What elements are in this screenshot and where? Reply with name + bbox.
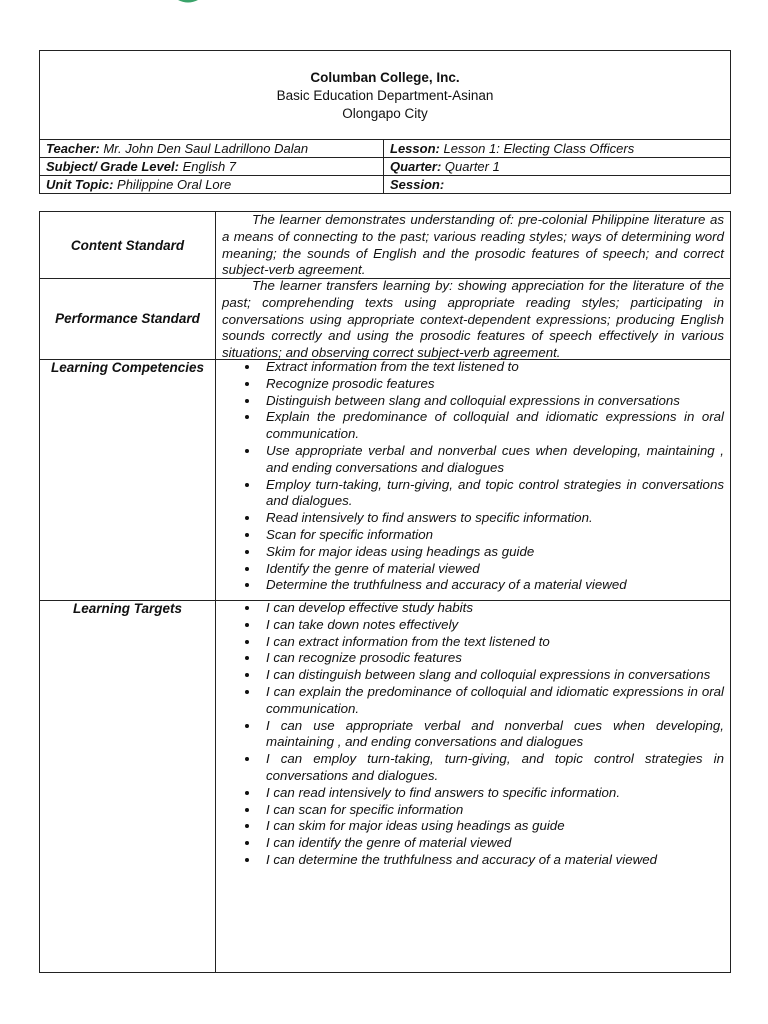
info-row	[40, 176, 731, 194]
lesson-info-table	[39, 139, 731, 194]
target-list-item: • I can read intensively to find answers to specific information.	[260, 785, 724, 802]
learning-targets-row	[40, 600, 730, 972]
content-standard-label-text: Content Standard	[70, 237, 185, 253]
lesson-value: Lesson 1: Electing Class Officers	[443, 140, 635, 156]
lesson-cell	[384, 140, 731, 158]
learning-competencies-label-text: Learning Competencies	[50, 360, 205, 375]
department-name: Basic Education Department-Asinan	[276, 88, 494, 103]
target-list-item: • I can extract information from the text listened to	[260, 634, 724, 651]
competency-list-item: • Scan for specific information	[260, 527, 724, 544]
learning-competencies-row	[40, 359, 730, 601]
target-list-item: • I can explain the predominance of colloquial and idiomatic expressions in oral communication.	[260, 684, 724, 718]
target-list-item: • I can develop effective study habits	[260, 600, 724, 617]
target-list-item: • I can recognize prosodic features	[260, 650, 724, 667]
session-cell	[384, 176, 731, 194]
info-row	[40, 140, 731, 158]
unit-topic-value: Philippine Oral Lore	[117, 176, 232, 192]
target-list-item: • I can distinguish between slang and colloquial expressions in conversations	[260, 667, 724, 684]
teacher-value: Mr. John Den Saul Ladrillono Dalan	[103, 140, 309, 156]
quarter-cell	[384, 158, 731, 176]
competency-list-item: • Skim for major ideas using headings as guide	[260, 544, 724, 561]
learning-targets-label-text: Learning Targets	[72, 601, 183, 616]
unit-topic-label: Unit Topic:	[46, 176, 114, 192]
performance-standard-text: The learner transfers learning by: showing appreciation for the literature of the past; comprehending texts using appropriate reading styles; participating in conversations using appropriate context-dependent expressions; producing English sounds correctly and using the prosodic features of speech effectively in various situations; and observing correct subject-verb agreement.	[222, 278, 724, 361]
target-list-item: • I can identify the genre of material viewed	[260, 835, 724, 852]
subject-value: English 7	[182, 158, 237, 174]
quarter-label: Quarter:	[390, 158, 442, 174]
subject-label: Subject/ Grade Level:	[46, 158, 179, 174]
target-list-item: • I can skim for major ideas using headings as guide	[260, 818, 724, 835]
header-box	[39, 50, 731, 194]
standards-table	[39, 211, 731, 973]
learning-targets-label	[40, 600, 216, 972]
competency-list	[215, 359, 724, 594]
target-list-item: • I can use appropriate verbal and nonverbal cues when developing, maintaining , and ending conversations and dialogues	[260, 718, 724, 752]
competency-list-item: • Determine the truthfulness and accuracy of a material viewed	[260, 577, 724, 594]
competency-list-item: • Recognize prosodic features	[260, 376, 724, 393]
session-label: Session:	[390, 176, 445, 192]
info-row	[40, 158, 731, 176]
competency-list-item: • Read intensively to find answers to specific information.	[260, 510, 724, 527]
competency-list-item: • Identify the genre of material viewed	[260, 561, 724, 578]
competency-list-item: • Employ turn-taking, turn-giving, and topic control strategies in conversations and dialogues.	[260, 477, 724, 511]
college-logo-fragment	[170, 0, 206, 6]
teacher-label: Teacher:	[46, 140, 100, 156]
performance-standard-label-text: Performance Standard	[55, 311, 200, 326]
target-list-item: • I can take down notes effectively	[260, 617, 724, 634]
unit-topic-cell	[40, 176, 384, 194]
content-standard-row	[40, 212, 730, 279]
target-list	[215, 600, 724, 869]
subject-cell	[40, 158, 384, 176]
lesson-label: Lesson:	[390, 140, 440, 156]
content-standard-text: The learner demonstrates understanding of: pre-colonial Philippine literature as a means of connecting to the past; various reading styles; ways of determining word meaning; the sounds of English and the prosodic features of speech; and correct subject-verb agreement.	[222, 212, 724, 278]
learning-targets-content	[215, 600, 724, 869]
learning-competencies-label	[40, 359, 216, 600]
learning-competencies-content	[215, 359, 724, 594]
city-name: Olongapo City	[342, 106, 428, 121]
performance-standard-row	[40, 278, 730, 360]
school-name: Columban College, Inc.	[310, 70, 460, 85]
target-list-item: • I can scan for specific information	[260, 802, 724, 819]
competency-list-item: • Distinguish between slang and colloquial expressions in conversations	[260, 393, 724, 410]
quarter-value: Quarter 1	[444, 158, 500, 174]
target-list-item: • I can determine the truthfulness and accuracy of a material viewed	[260, 852, 724, 869]
content-standard-label	[40, 212, 216, 278]
competency-list-item: • Extract information from the text listened to	[260, 359, 724, 376]
competency-list-item: • Use appropriate verbal and nonverbal cues when developing, maintaining , and ending conversations and dialogues	[260, 443, 724, 477]
teacher-cell	[40, 140, 384, 158]
performance-standard-label	[40, 278, 216, 359]
target-list-item: • I can employ turn-taking, turn-giving, and topic control strategies in conversations and dialogues.	[260, 751, 724, 785]
competency-list-item: • Explain the predominance of colloquial and idiomatic expressions in oral communication.	[260, 409, 724, 443]
